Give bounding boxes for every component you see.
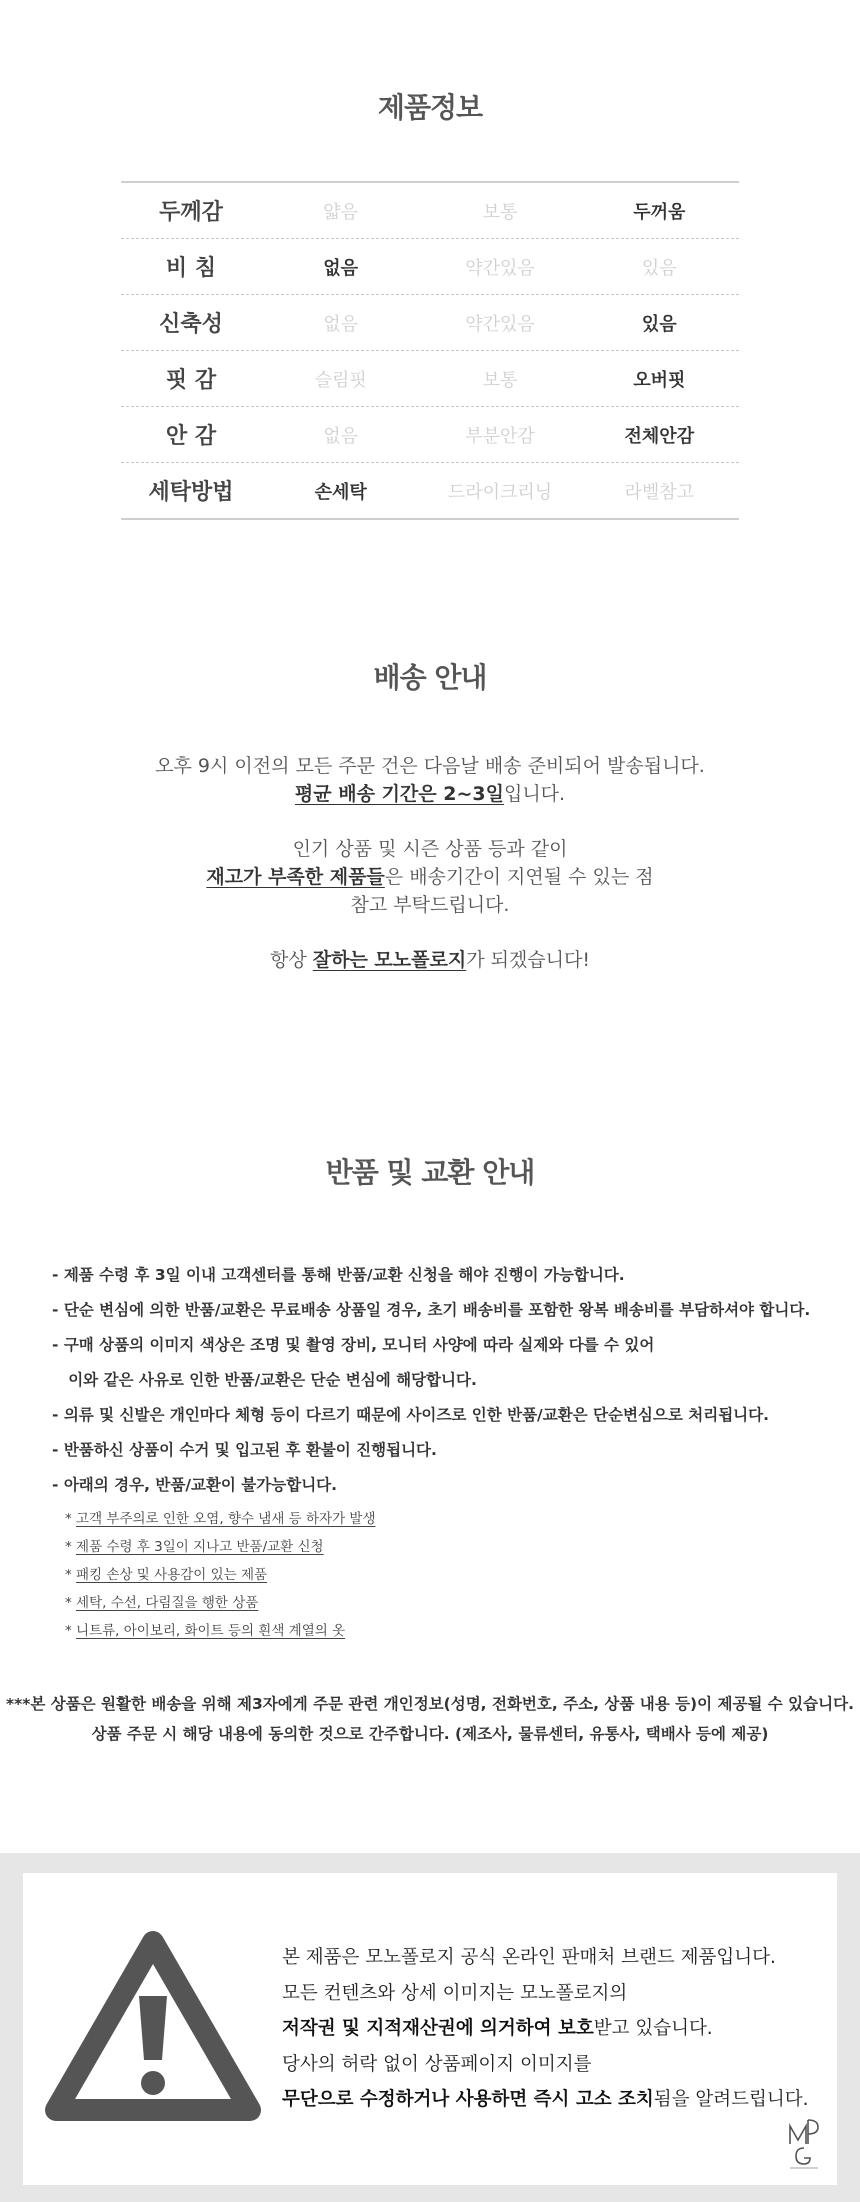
bullet: * <box>65 1539 72 1555</box>
shipping-text: 입니다. <box>503 783 566 805</box>
returns-line: - 아래의 경우, 반품/교환이 불가능합니다. <box>52 1476 338 1494</box>
shipping-line: 오후 9시 이전의 모든 주문 건은 다음날 배송 준비되어 발송됩니다. <box>155 755 705 777</box>
product-info-title: 제품정보 <box>377 91 483 124</box>
copyright-line <box>282 2082 822 2118</box>
shipping-line: 참고 부탁드립니다. <box>350 894 510 916</box>
spec-row <box>121 239 739 295</box>
shipping-line <box>0 863 860 891</box>
copyright-span: 받고 있습니다. <box>593 2018 713 2039</box>
returns-sub-text: 니트류, 아이보리, 화이트 등의 흰색 계열의 옷 <box>76 1623 346 1639</box>
copyright-line <box>282 2011 822 2047</box>
spec-option: 약간있음 <box>465 257 535 279</box>
spec-option: 보통 <box>482 201 518 223</box>
spec-option: 슬림핏 <box>314 369 367 391</box>
bullet: * <box>65 1595 72 1611</box>
shipping-info <box>0 752 860 974</box>
spec-label: 신축성 <box>159 312 223 337</box>
returns-title: 반품 및 교환 안내 <box>325 1156 535 1189</box>
shipping-line <box>0 946 860 974</box>
returns-sub-text: 세탁, 수선, 다림질을 행한 상품 <box>76 1595 259 1611</box>
shipping-line: 인기 상품 및 시즌 상품 등과 같이 <box>292 838 568 860</box>
returns-sub-text: 제품 수령 후 3일이 지나고 반품/교환 신청 <box>76 1539 324 1555</box>
spec-row <box>121 407 739 463</box>
spec-option-selected: 손세탁 <box>314 481 367 503</box>
copyright-emphasis: 무단으로 수정하거나 사용하면 즉시 고소 조치 <box>282 2089 654 2110</box>
returns-sub-item <box>52 1619 832 1647</box>
spec-option: 드라이크리닝 <box>447 481 553 503</box>
returns-line: - 제품 수령 후 3일 이내 고객센터를 통해 반품/교환 신청을 해야 진행이 가능합니다. <box>52 1266 625 1284</box>
privacy-notice-line: 상품 주문 시 해당 내용에 동의한 것으로 간주합니다. (제조사, 물류센터, 유통사, 택배사 등에 제공) <box>91 1725 769 1743</box>
spec-option: 라벨참고 <box>624 481 695 503</box>
shipping-emphasis: 잘하는 모노폴로지 <box>312 949 467 971</box>
spec-option-selected: 없음 <box>323 257 359 279</box>
bullet: * <box>65 1567 72 1583</box>
spec-option-selected: 있음 <box>641 313 677 335</box>
shipping-title: 배송 안내 <box>373 661 487 694</box>
shipping-emphasis: 평균 배송 기간은 2~3일 <box>294 783 504 805</box>
spec-option: 약간있음 <box>465 313 535 335</box>
brand-logo-icon <box>786 2114 822 2172</box>
returns-sub-item <box>52 1507 832 1535</box>
shipping-line <box>0 780 860 808</box>
spec-option-selected: 두꺼움 <box>633 201 686 223</box>
copyright-line: 당사의 허락 없이 상품페이지 이미지를 <box>282 2053 592 2075</box>
copyright-line: 모든 컨텐츠와 상세 이미지는 모노폴로지의 <box>282 1982 628 2004</box>
copyright-line: 본 제품은 모노폴로지 공식 온라인 판매처 브랜드 제품입니다. <box>282 1947 776 1968</box>
spec-label: 두께감 <box>159 200 223 225</box>
spec-label: 비 침 <box>165 256 217 281</box>
shipping-text: 항상 <box>270 949 313 971</box>
shipping-text: 가 되겠습니다! <box>466 949 590 971</box>
spec-option-selected: 오버핏 <box>633 369 686 391</box>
spec-label: 핏 감 <box>165 368 217 393</box>
product-info-table <box>121 181 739 520</box>
spec-option: 없음 <box>323 313 359 335</box>
privacy-notice-line: ***본 상품은 원활한 배송을 위해 제3자에게 주문 관련 개인정보(성명, 전화번호, 주소, 상품 내용 등)이 제공될 수 있습니다. <box>6 1695 854 1713</box>
spec-option: 부분안감 <box>465 425 535 447</box>
shipping-text: 은 배송기간이 지연될 수 있는 점 <box>384 866 654 888</box>
copyright-text <box>282 1940 822 2118</box>
spec-label: 안 감 <box>165 424 217 449</box>
returns-sub-item <box>52 1591 832 1619</box>
spec-row <box>121 183 739 239</box>
spec-option: 보통 <box>482 369 518 391</box>
returns-sub-item <box>52 1535 832 1563</box>
returns-list <box>52 1262 832 1647</box>
returns-sub-item <box>52 1563 832 1591</box>
copyright-span: 됨을 알려드립니다. <box>653 2089 809 2110</box>
bullet: * <box>65 1511 72 1527</box>
returns-line: - 단순 변심에 의한 반품/교환은 무료배송 상품일 경우, 초기 배송비를 포함한 왕복 배송비를 부담하셔야 합니다. <box>52 1301 811 1319</box>
spec-option: 있음 <box>641 257 677 279</box>
warning-icon <box>42 1928 264 2124</box>
spec-row <box>121 351 739 407</box>
spec-row <box>121 463 739 518</box>
shipping-emphasis: 재고가 부족한 제품들 <box>206 866 385 888</box>
spec-option-selected: 전체안감 <box>624 425 695 447</box>
spec-label: 세탁방법 <box>148 480 234 505</box>
returns-sub-text: 패킹 손상 및 사용감이 있는 제품 <box>76 1567 268 1583</box>
spec-option: 없음 <box>323 425 359 447</box>
returns-sub-text: 고객 부주의로 인한 오염, 향수 냄새 등 하자가 발생 <box>76 1511 376 1527</box>
returns-line: - 구매 상품의 이미지 색상은 조명 및 촬영 장비, 모니터 사양에 따라 실제와 다를 수 있어 <box>52 1336 655 1354</box>
spec-option: 얇음 <box>323 201 359 223</box>
copyright-emphasis: 저작권 및 지적재산권에 의거하여 보호 <box>282 2018 594 2039</box>
spec-row <box>121 295 739 351</box>
bullet: * <box>65 1623 72 1639</box>
returns-line: - 의류 및 신발은 개인마다 체형 등이 다르기 때문에 사이즈로 인한 반품/교환은 단순변심으로 처리됩니다. <box>52 1406 770 1424</box>
returns-line: - 반품하신 상품이 수거 및 입고된 후 환불이 진행됩니다. <box>52 1441 437 1459</box>
returns-line: 이와 같은 사유로 인한 반품/교환은 단순 변심에 해당합니다. <box>52 1371 477 1389</box>
